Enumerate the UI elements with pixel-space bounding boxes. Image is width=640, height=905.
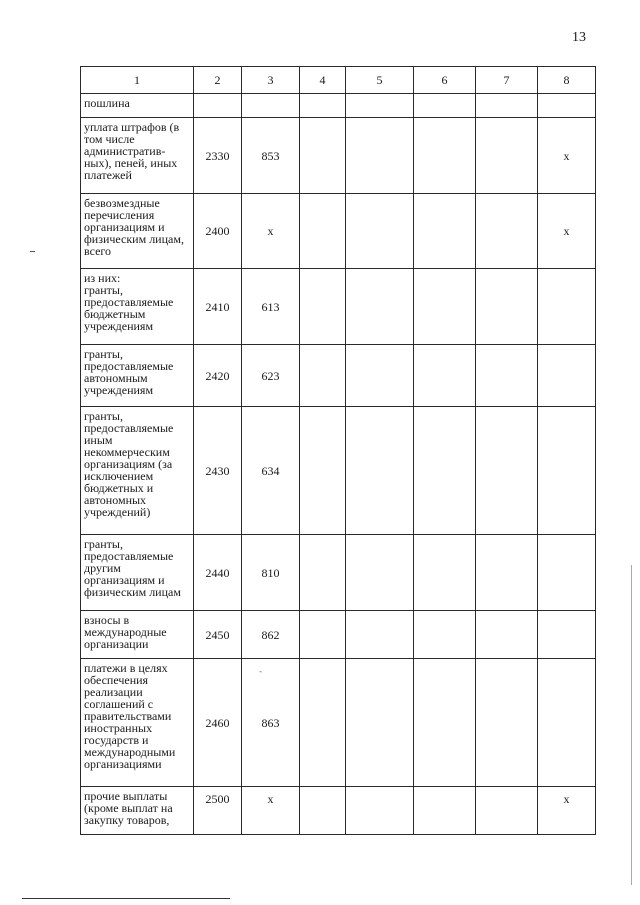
column-header-1: 1 <box>81 67 194 94</box>
row-cell-8 <box>538 94 596 118</box>
row-code: 2330 <box>194 118 242 194</box>
table-row <box>81 345 596 407</box>
row-kosgu: 634 <box>242 407 300 535</box>
table-row <box>81 194 596 269</box>
column-header-5: 5 <box>346 67 414 94</box>
row-code: 2450 <box>194 611 242 659</box>
margin-tick-mark <box>30 251 35 252</box>
row-code: 2460 <box>194 659 242 787</box>
row-name: гранты, предоставляемые другим организациям и физическим лицам <box>81 535 194 611</box>
row-cell-8 <box>538 269 596 345</box>
row-cell-8 <box>538 407 596 535</box>
row-cell-5 <box>346 659 414 787</box>
table-row <box>81 94 596 118</box>
row-cell-6 <box>414 611 476 659</box>
row-cell-6 <box>414 659 476 787</box>
row-cell-6 <box>414 407 476 535</box>
row-kosgu: 810 <box>242 535 300 611</box>
row-cell-8 <box>538 535 596 611</box>
row-name: безвозмездные перечисления организациям и физическим лицам, всего <box>81 194 194 269</box>
row-name: гранты, предоставляемые иным некоммерческим организациям (за исключением бюджетных и автономных учреждений) <box>81 407 194 535</box>
row-name: уплата штрафов (в том числе административ- ных), пеней, иных платежей <box>81 118 194 194</box>
row-name: платежи в целях обеспечения реализации соглашений с правительствами иностранных государств и международными организациями <box>81 659 194 787</box>
row-cell-7 <box>476 94 538 118</box>
row-cell-4 <box>300 787 346 835</box>
row-cell-5 <box>346 407 414 535</box>
row-cell-7 <box>476 269 538 345</box>
row-cell-4 <box>300 535 346 611</box>
column-header-3: 3 <box>242 67 300 94</box>
row-cell-8 <box>538 611 596 659</box>
row-cell-5 <box>346 194 414 269</box>
column-header-4: 4 <box>300 67 346 94</box>
row-cell-6 <box>414 194 476 269</box>
row-cell-5 <box>346 269 414 345</box>
scan-edge-line <box>631 565 632 885</box>
row-cell-4 <box>300 407 346 535</box>
budget-table <box>80 66 596 835</box>
row-code: 2410 <box>194 269 242 345</box>
row-code: 2440 <box>194 535 242 611</box>
row-cell-6 <box>414 94 476 118</box>
page-number: 13 <box>572 30 586 45</box>
row-cell-6 <box>414 345 476 407</box>
table-row <box>81 659 596 787</box>
row-name: пошлина <box>81 94 194 118</box>
row-name: взносы в международные организации <box>81 611 194 659</box>
column-header-6: 6 <box>414 67 476 94</box>
table-row <box>81 118 596 194</box>
row-kosgu: 623 <box>242 345 300 407</box>
footer-rule <box>22 898 230 899</box>
row-name: гранты, предоставляемые автономным учреждениям <box>81 345 194 407</box>
row-cell-8: x <box>538 787 596 835</box>
row-cell-8 <box>538 345 596 407</box>
row-cell-7 <box>476 659 538 787</box>
table-row <box>81 269 596 345</box>
row-cell-7 <box>476 611 538 659</box>
table-header-row <box>81 67 596 94</box>
row-cell-7 <box>476 118 538 194</box>
column-header-2: 2 <box>194 67 242 94</box>
column-header-8: 8 <box>538 67 596 94</box>
row-cell-4 <box>300 269 346 345</box>
stray-mark: - <box>259 666 262 676</box>
row-cell-6 <box>414 535 476 611</box>
row-code: 2420 <box>194 345 242 407</box>
row-kosgu: x <box>242 787 300 835</box>
row-cell-7 <box>476 535 538 611</box>
table-row <box>81 535 596 611</box>
row-code <box>194 94 242 118</box>
row-cell-6 <box>414 118 476 194</box>
row-cell-4 <box>300 611 346 659</box>
table-row <box>81 787 596 835</box>
row-cell-8 <box>538 659 596 787</box>
row-cell-5 <box>346 611 414 659</box>
row-cell-5 <box>346 787 414 835</box>
row-cell-7 <box>476 787 538 835</box>
row-cell-8: x <box>538 194 596 269</box>
row-kosgu <box>242 94 300 118</box>
row-kosgu: 863 <box>242 659 300 787</box>
row-cell-7 <box>476 407 538 535</box>
row-kosgu: 853 <box>242 118 300 194</box>
row-cell-4 <box>300 118 346 194</box>
row-code: 2500 <box>194 787 242 835</box>
row-cell-4 <box>300 194 346 269</box>
row-cell-4 <box>300 94 346 118</box>
column-header-7: 7 <box>476 67 538 94</box>
row-cell-4 <box>300 659 346 787</box>
row-cell-7 <box>476 194 538 269</box>
row-name: прочие выплаты (кроме выплат на закупку товаров, <box>81 787 194 835</box>
row-cell-8: x <box>538 118 596 194</box>
row-kosgu: x <box>242 194 300 269</box>
row-cell-6 <box>414 787 476 835</box>
row-name: из них: гранты, предоставляемые бюджетным учреждениям <box>81 269 194 345</box>
row-cell-5 <box>346 345 414 407</box>
row-cell-5 <box>346 535 414 611</box>
row-kosgu: 613 <box>242 269 300 345</box>
row-cell-4 <box>300 345 346 407</box>
row-cell-5 <box>346 94 414 118</box>
row-code: 2400 <box>194 194 242 269</box>
row-kosgu: 862 <box>242 611 300 659</box>
row-cell-6 <box>414 269 476 345</box>
row-code: 2430 <box>194 407 242 535</box>
row-cell-7 <box>476 345 538 407</box>
table-row <box>81 611 596 659</box>
table-row <box>81 407 596 535</box>
row-cell-5 <box>346 118 414 194</box>
